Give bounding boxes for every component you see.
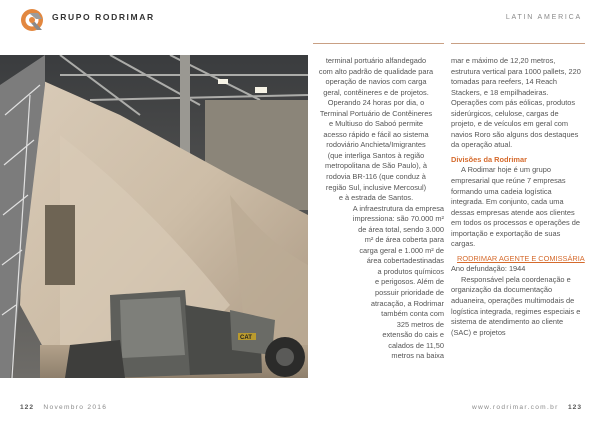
- text-column-2: [451, 56, 585, 338]
- text-line: Operando 24 horas por dia, o: [327, 98, 425, 108]
- text-line: operação de navios com carga: [325, 77, 427, 87]
- paragraph: A Rodimar hoje é um grupo empresarial que reúne 7 empresas formando uma cadeia logística integrada. Em conjunto, cada uma dessas empresas atende aos clientes em todos os processos e operações de importação e exportação de suas cargas.: [451, 165, 581, 249]
- founded-year: Ano defundação: 1944: [451, 264, 526, 274]
- text-column-1: [308, 56, 444, 362]
- text-line: metropolitana de São Paulo), à: [325, 161, 427, 171]
- company-heading: RODRIMAR AGENTE E COMISSÁRIA: [457, 253, 585, 263]
- text-line: e à estrada de Santos.: [338, 193, 414, 203]
- footer-left: [20, 404, 107, 411]
- text-line: rodoviário Anchieta/Imigrantes: [326, 140, 426, 150]
- text-line: e Multiuso do Saboó permite: [328, 119, 424, 129]
- text-line: calados de 11,50: [388, 340, 444, 350]
- issue-date: Novembro 2016: [43, 404, 108, 411]
- text-line: região Sul, inclusive Mercosul): [325, 182, 427, 192]
- text-line: de área total, sendo 3.000: [358, 224, 444, 234]
- paragraph: mar e máximo de 12,20 metros, estrutura vertical para 1000 pallets, 220 tomadas para reefers, 14 Reach Stackers, e 18 empilhadeiras. Operações com pás eólicas, produtos siderúrgicos, celulose, cargas de projeto, e de veículos em geral com navios Roro são alguns dos destaques da operação atual.: [451, 56, 581, 150]
- footer-right: [472, 404, 582, 411]
- text-line: impressiona: são 70.000 m²: [352, 214, 444, 224]
- text-line: a produtos químicos: [377, 266, 444, 276]
- region-label: LATIN AMERICA: [505, 14, 582, 21]
- text-line: m² de área coberta para: [364, 235, 444, 245]
- website-url: www.rodrimar.com.br: [471, 404, 559, 411]
- text-line: e perigosos. Além de: [374, 277, 444, 287]
- rodrimar-logo: [20, 7, 46, 33]
- text-line: Terminal Portuário de Contêineres: [319, 108, 433, 118]
- cat-logo: CAT: [240, 335, 252, 341]
- text-line: (que interliga Santos à região: [327, 150, 425, 160]
- column-rule: [313, 43, 444, 44]
- text-line: possuir prioridade de: [374, 288, 444, 298]
- text-line: com alto padrão de qualidade para: [318, 66, 434, 76]
- text-line: carga geral e 1.000 m² de: [359, 245, 444, 255]
- page-number-left: 122: [20, 404, 35, 411]
- text-line: área cobertadestinadas: [366, 256, 444, 266]
- text-line: extensão do cais e: [382, 330, 444, 340]
- text-line: A infraestrutura da empresa: [352, 203, 444, 213]
- text-line: rodovia BR-116 (que conduz à: [326, 172, 426, 182]
- text-line: também conta com: [381, 309, 444, 319]
- brand-name: GRUPO RODRIMAR: [52, 12, 155, 22]
- column-rule: [451, 43, 585, 44]
- text-line: geral, contêineres e de projetos.: [323, 87, 429, 97]
- text-line: metros na baixa: [391, 351, 444, 361]
- text-line: 325 metros de: [396, 319, 444, 329]
- section-heading: Divisões da Rodrimar: [451, 154, 527, 164]
- text-line: terminal portuário alfandegado: [325, 56, 427, 65]
- text-line: atracação, a Rodrimar: [370, 298, 444, 308]
- page-number-right: 123: [567, 404, 582, 411]
- warehouse-photo: [0, 55, 308, 378]
- paragraph: Responsável pela coordenação e organização da documentação aduaneira, operações multimodais de logística integrada, regimes especiais e sistema de atendimento ao cliente (SAC) e projetos: [451, 274, 581, 337]
- text-line: acesso rápido e fácil ao sistema: [323, 129, 429, 139]
